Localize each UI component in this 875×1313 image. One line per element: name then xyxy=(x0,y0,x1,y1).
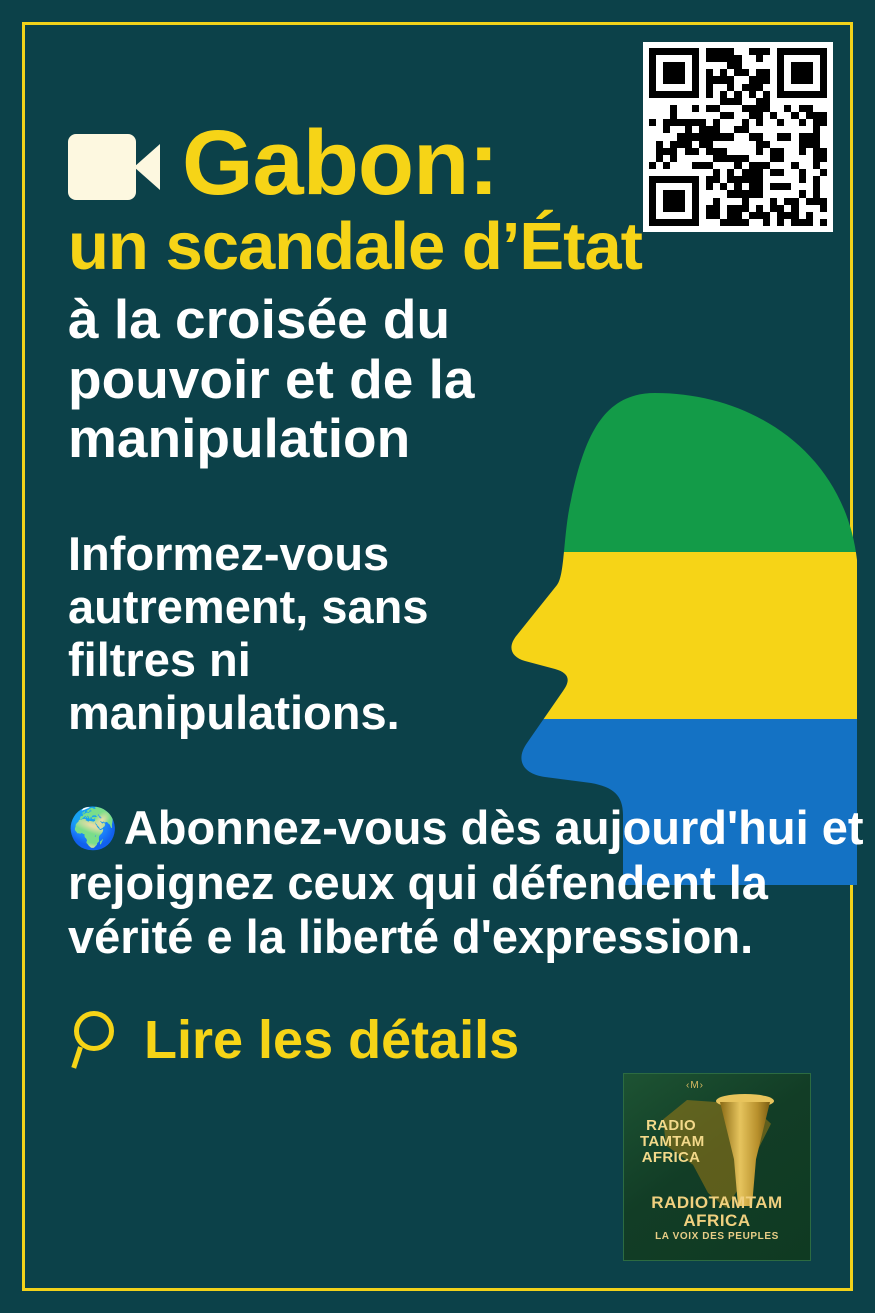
magnifier-icon xyxy=(68,1009,124,1071)
globe-icon: 🌍 xyxy=(68,807,118,851)
djembe-drum-icon xyxy=(716,1094,774,1206)
poster-content xyxy=(68,112,868,1071)
cta-paragraph xyxy=(68,801,868,965)
body-paragraph: Informez-vous autrement, sans filtres ni manipulations. xyxy=(68,526,429,739)
logo-mark-text: RADIO TAMTAM AFRICA xyxy=(640,1117,705,1166)
read-more-label: Lire les détails xyxy=(144,1009,520,1070)
radiotamtam-africa-logo[interactable] xyxy=(623,1073,811,1261)
logo-name: RADIOTAMTAM AFRICA xyxy=(651,1193,783,1231)
video-camera-icon xyxy=(68,134,164,200)
logo-badge: ‹M› xyxy=(686,1080,704,1091)
title-row xyxy=(68,112,868,214)
page-title: Gabon: xyxy=(182,112,498,214)
tagline: à la croisée du pouvoir et de la manipulation xyxy=(68,288,475,470)
cta-text: Abonnez-vous dès aujourd'hui et rejoignez ceux qui défendent la vérité e la liberté d'expression. xyxy=(68,801,864,964)
logo-tagline: LA VOIX DES PEUPLES xyxy=(655,1231,779,1242)
read-more-link[interactable] xyxy=(68,1009,868,1071)
page-subtitle: un scandale d’État xyxy=(68,209,642,285)
